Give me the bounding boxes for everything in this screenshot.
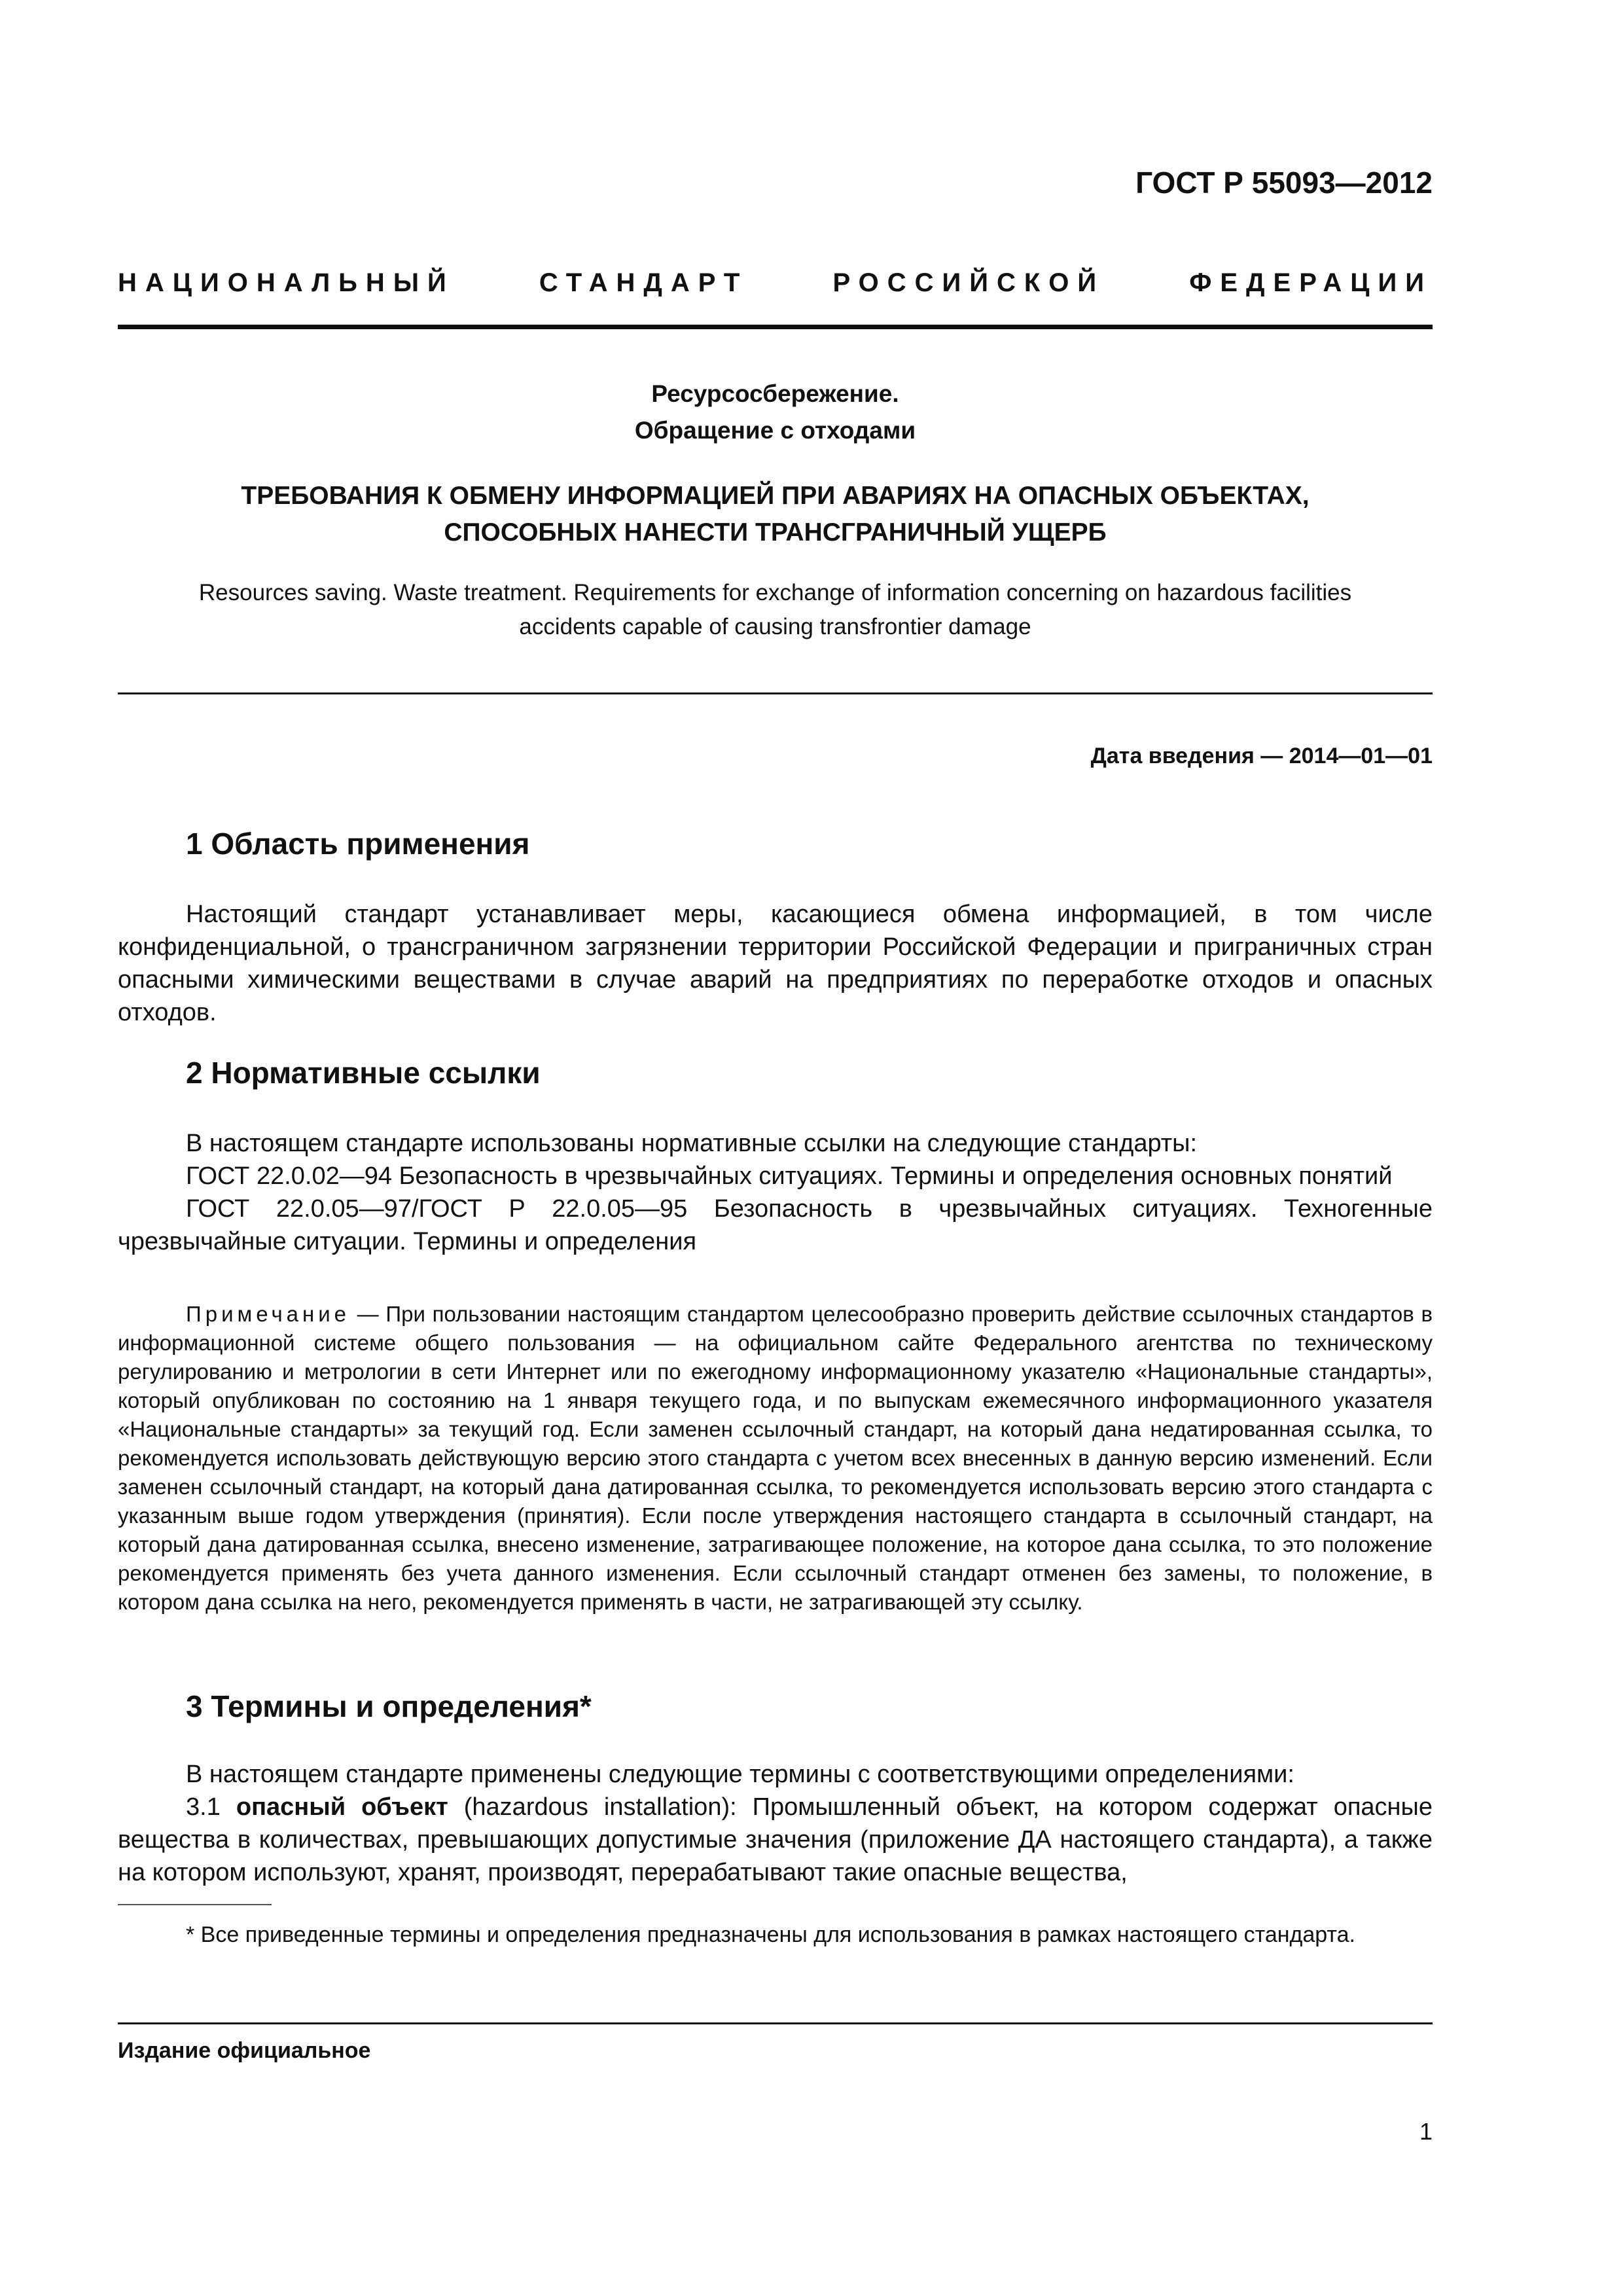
subtitle-line: Обращение с отходами	[634, 417, 916, 444]
footnote-divider	[118, 1904, 272, 1905]
section-3-heading: 3 Термины и определения*	[186, 1689, 592, 1723]
paragraph: В настоящем стандарте применены следующие термины с соответствующими определениями:	[186, 1761, 1294, 1788]
title-line: СПОСОБНЫХ НАНЕСТИ ТРАНСГРАНИЧНЫЙ УЩЕРБ	[444, 518, 1107, 547]
footnote	[118, 1919, 1433, 1950]
banner-word: ФЕДЕРАЦИИ	[1189, 268, 1433, 297]
term-text: (hazardous installation): Промышленный объект, на котором содержат опасные вещества в количествах, превышающих допустимые значения (приложение ДА настоящего стандарта), а также на котором используют, хранят, производят, перерабатывают такие опасные вещества,	[118, 1793, 1433, 1886]
banner-word: НАЦИОНАЛЬНЫЙ	[118, 268, 455, 297]
banner-word: РОССИЙСКОЙ	[832, 268, 1105, 297]
note-text: — При пользовании настоящим стандартом целесообразно проверить действие ссылочных стандартов в информационной системе общего пользования — на официальном сайте Федерального агентства по техническому регулированию и метрологии в сети Интернет или по ежегодному информационному указателю «Национальные стандарты», который опубликован по состоянию на 1 января текущего года, и по выпускам ежемесячного информационного указателя «Национальные стандарты» за текущий год. Если заменен ссылочный стандарт, на который дана недатированная ссылка, то рекомендуется использовать действующую версию этого стандарта с учетом всех внесенных в данную версию изменений. Если заменен ссылочный стандарт, на который дана датированная ссылка, то рекомендуется использовать версию этого стандарта с указанным выше годом утверждения (принятия). Если после утверждения настоящего стандарта в ссылочный стандарт, на который дана датированная ссылка, внесено изменение, затрагивающее положение, на которое дана ссылка, то это положение рекомендуется применять без учета данного изменения. Если ссылочный стандарт отменен без замены, то положение, в котором дана ссылка на него, рекомендуется применять в части, не затрагивающей эту ссылку.	[118, 1302, 1433, 1614]
section-2-body	[118, 1127, 1433, 1258]
national-standard-banner	[118, 268, 1433, 298]
footnote-text: * Все приведенные термины и определения предназначены для использования в рамках настоящего стандарта.	[186, 1922, 1355, 1947]
term-number: 3.1	[186, 1793, 236, 1821]
english-title-line: accidents capable of causing transfrontier damage	[519, 614, 1031, 639]
reference-item: ГОСТ 22.0.02—94 Безопасность в чрезвычайных ситуациях. Термины и определения основных понятий	[186, 1162, 1393, 1190]
subtitle-line: Ресурсосбережение.	[651, 380, 899, 407]
document-code: ГОСТ Р 55093—2012	[1135, 166, 1433, 200]
paragraph: Настоящий стандарт устанавливает меры, касающиеся обмена информацией, в том числе конфиденциальной, о трансграничном загрязнении территории Российской Федерации и приграничных стран опасными химическими веществами в случае аварий на предприятиях по переработке отходов и опасных отходов.	[118, 901, 1433, 1026]
edition-label: Издание официальное	[118, 2038, 371, 2063]
section-2-heading: 2 Нормативные ссылки	[186, 1056, 541, 1090]
section-1-heading: 1 Область применения	[186, 827, 530, 861]
title-line: ТРЕБОВАНИЯ К ОБМЕНУ ИНФОРМАЦИЕЙ ПРИ АВАРИЯХ НА ОПАСНЫХ ОБЪЕКТАХ,	[241, 482, 1310, 510]
note-paragraph	[118, 1300, 1433, 1617]
document-title	[118, 478, 1433, 551]
section-3-body	[118, 1758, 1433, 1889]
section-2-note	[118, 1300, 1433, 1617]
term-name: опасный объект	[236, 1793, 448, 1821]
english-title	[118, 576, 1433, 644]
page-number: 1	[1419, 2118, 1433, 2145]
document-subtitle	[118, 376, 1433, 449]
footer-divider	[118, 2022, 1433, 2024]
introduction-date: Дата введения — 2014—01—01	[1090, 744, 1433, 768]
section-1-body	[118, 898, 1433, 1029]
term-definition	[118, 1791, 1433, 1889]
title-divider	[118, 692, 1433, 694]
english-title-line: Resources saving. Waste treatment. Requirements for exchange of information concerning on hazardous facilities	[198, 580, 1352, 605]
note-label: Примечание	[186, 1302, 351, 1326]
banner-word: СТАНДАРТ	[539, 268, 749, 297]
header-divider	[118, 325, 1433, 329]
reference-item: ГОСТ 22.0.05—97/ГОСТ Р 22.0.05—95 Безопасность в чрезвычайных ситуациях. Техногенные чрезвычайные ситуации. Термины и определения	[118, 1195, 1433, 1255]
paragraph: В настоящем стандарте использованы нормативные ссылки на следующие стандарты:	[186, 1130, 1198, 1157]
